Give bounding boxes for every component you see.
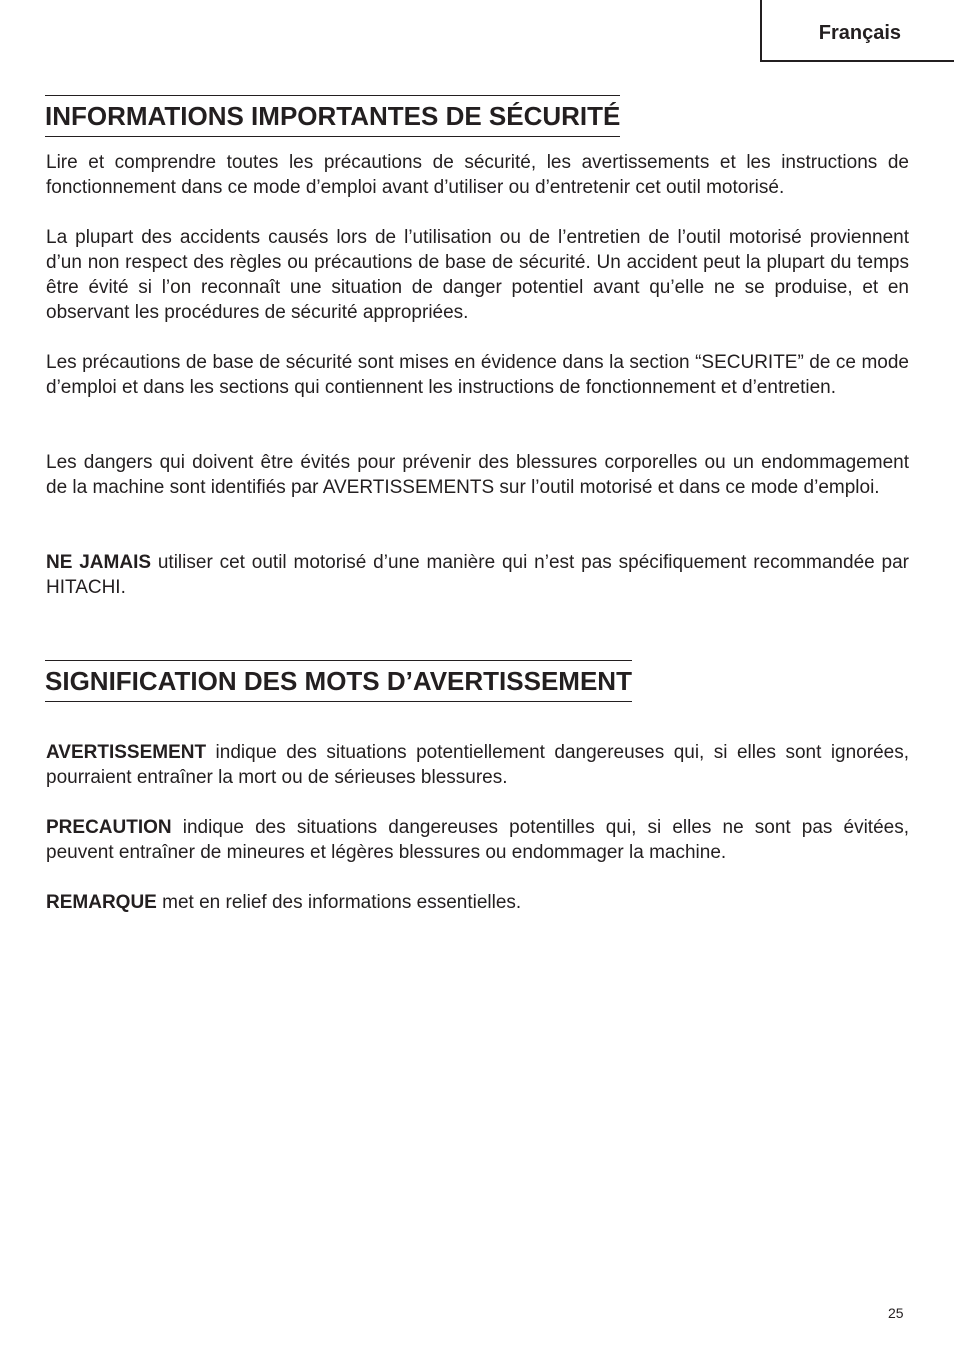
paragraph-read-instructions: Lire et comprendre toutes les précautions de sécurité, les avertissements et les instructions de fonctionnement dans ce mode d’emploi avant d’utiliser ou d’entretenir cet outil motorisé. bbox=[46, 152, 909, 198]
definition-text: indique des situations dangereuses potentilles qui, si elles ne sont pas évitées, peuvent entraîner de mineures et légères blessures ou endommager la machine. bbox=[46, 817, 909, 863]
definition-text: met en relief des informations essentielles. bbox=[156, 892, 522, 913]
page-number: 25 bbox=[888, 1305, 904, 1321]
paragraph-dangers: Les dangers qui doivent être évités pour prévenir des blessures corporelles ou un endommagement de la machine sont identifiés par AVERTISSEMENTS sur l’outil motorisé et dans ce mode d’emploi. bbox=[46, 452, 909, 498]
paragraph-accidents: La plupart des accidents causés lors de l’utilisation ou de l’entretien de l’outil motorisé proviennent d’un non respect des règles ou précautions de base de sécurité. Un accident peut la plupart du temps être évité si l’on reconnaît une situation de danger potentiel avant qu’elle ne se produise, et en observant les procédures de sécurité appropriées. bbox=[46, 227, 909, 323]
definition-note bbox=[46, 890, 909, 915]
never-text: utiliser cet outil motorisé d’une manière qui n’est pas spécifiquement recommandée par HITACHI. bbox=[46, 552, 910, 598]
language-label: Français bbox=[818, 22, 901, 44]
language-tab bbox=[760, 0, 954, 62]
section-title-safety-information: INFORMATIONS IMPORTANTES DE SÉCURITÉ bbox=[45, 95, 620, 137]
definition-term: AVERTISSEMENT bbox=[46, 742, 207, 763]
paragraph-basic-precautions: Les précautions de base de sécurité sont mises en évidence dans la section “SECURITE” de ce mode d’emploi et dans les sections qui contiennent les instructions de fonctionnement et d’entretien. bbox=[46, 352, 909, 398]
never-label: NE JAMAIS bbox=[46, 552, 152, 573]
definition-caution bbox=[46, 815, 909, 865]
section-title-warning-words: SIGNIFICATION DES MOTS D’AVERTISSEMENT bbox=[45, 660, 632, 702]
paragraph-never-use bbox=[46, 550, 909, 600]
definition-term: REMARQUE bbox=[46, 892, 157, 913]
definition-warning bbox=[46, 740, 909, 790]
definition-text: indique des situations potentiellement dangereuses qui, si elles sont ignorées, pourraient entraîner la mort ou de sérieuses blessures. bbox=[46, 742, 909, 788]
definition-term: PRECAUTION bbox=[46, 817, 172, 838]
